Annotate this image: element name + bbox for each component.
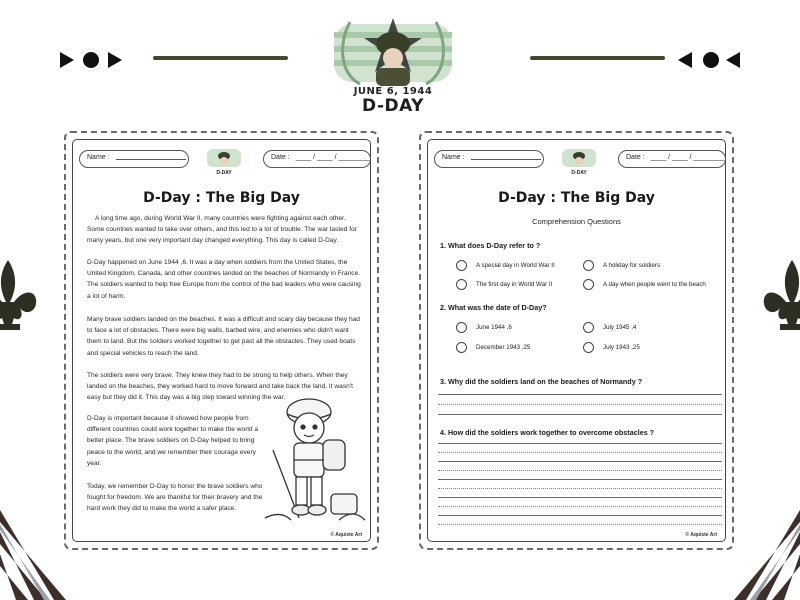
paragraph-4: The soldiers were very brave. They knew they had to be strong to help others. When they landed on the beaches, they worked hard to move forward and take back the land. It wasn't easy but they did it. This day was a big step toward winning the war. bbox=[87, 372, 353, 402]
q1-option-2-radio[interactable] bbox=[583, 260, 594, 271]
answer-line[interactable] bbox=[438, 452, 722, 453]
answer-line[interactable] bbox=[438, 506, 722, 507]
paragraph-6: Today, we remember D-Day to honor the brave soldiers who fought for freedom. We are thankful for their bravery and the hard work they did to make the world a safer place. bbox=[87, 483, 263, 513]
answer-line[interactable] bbox=[438, 414, 722, 415]
logo-title: D-DAY bbox=[362, 96, 424, 116]
q2-option-2-radio[interactable] bbox=[583, 322, 594, 333]
play-triangle-icon bbox=[678, 52, 692, 68]
worksheet-frame bbox=[427, 139, 726, 542]
q2-option-1-radio[interactable] bbox=[456, 322, 467, 333]
dot-icon bbox=[703, 52, 719, 68]
brand-name: Aquiste Art bbox=[335, 532, 362, 538]
paragraph-5: D-Day is important because it showed how people from different countries could work together to make the world a better place. The brave soldiers on D-Day helped to bring peace to the world, and we remember their courage every year. bbox=[87, 415, 259, 467]
answer-line[interactable] bbox=[438, 515, 722, 516]
soldier-logo-icon bbox=[561, 146, 597, 170]
worksheet-frame bbox=[72, 139, 371, 542]
corner-stripes-right bbox=[730, 500, 800, 600]
paragraph-2: D-Day happened on June 1944 ,6. It was a day when soldiers from the United States, the United Kingdom, Canada, and other countries landed on the beaches of Normandy in France. The soldiers wanted to help free Europe from the control of the bad leaders who were causing a lot of harm. bbox=[87, 259, 361, 300]
answer-line[interactable] bbox=[438, 443, 722, 444]
left-arrow-dots-ornament bbox=[58, 50, 126, 70]
right-arrow-dots-ornament bbox=[676, 50, 744, 70]
q1-option-4-label: A day when people went to the beach bbox=[603, 281, 706, 288]
play-triangle-icon bbox=[60, 52, 74, 68]
q1-option-4-radio[interactable] bbox=[583, 279, 594, 290]
logo-date: JUNE 6, 1944 bbox=[353, 86, 433, 97]
q2-option-3-radio[interactable] bbox=[456, 342, 467, 353]
answer-line[interactable] bbox=[438, 394, 722, 395]
answer-line[interactable] bbox=[438, 488, 722, 489]
q1-option-1-label: A special day in World War II bbox=[476, 262, 555, 269]
q2-option-1-label: June 1944 ,6 bbox=[476, 324, 512, 331]
copyright-icon: © bbox=[685, 532, 690, 538]
name-label: Name : bbox=[87, 154, 110, 161]
question-1: 1. What does D-Day refer to ? bbox=[440, 241, 541, 250]
name-label: Name : bbox=[442, 154, 465, 161]
date-field[interactable] bbox=[263, 150, 371, 168]
worksheet-subtitle: Comprehension Questions bbox=[532, 217, 621, 226]
answer-line[interactable] bbox=[438, 524, 722, 525]
mini-logo-text: D-DAY bbox=[571, 170, 587, 176]
reading-worksheet bbox=[64, 131, 379, 550]
worksheet-title: D-Day : The Big Day bbox=[498, 190, 655, 206]
brand-footer bbox=[330, 532, 362, 538]
copyright-icon: © bbox=[330, 532, 335, 538]
worksheet-title: D-Day : The Big Day bbox=[143, 190, 300, 206]
dday-logo bbox=[330, 14, 456, 116]
answer-line[interactable] bbox=[438, 461, 722, 462]
q1-option-3-radio[interactable] bbox=[456, 279, 467, 290]
header-divider-left bbox=[153, 56, 288, 60]
q1-option-2-label: A holiday for soldiers bbox=[603, 262, 661, 269]
question-3: 3. Why did the soldiers land on the beaches of Normandy ? bbox=[440, 377, 643, 386]
soldier-logo-icon bbox=[330, 14, 456, 94]
q1-option-3-label: The first day in World War II bbox=[476, 281, 553, 288]
q2-option-3-label: December 1943 ,25 bbox=[476, 344, 531, 351]
q2-option-2-label: July 1945 ,4 bbox=[603, 324, 637, 331]
soldier-logo-icon bbox=[206, 146, 242, 170]
answer-line[interactable] bbox=[438, 497, 722, 498]
cartoon-soldier-illustration bbox=[261, 390, 371, 530]
question-2: 2. What was the date of D-Day? bbox=[440, 303, 547, 312]
q2-option-4-radio[interactable] bbox=[583, 342, 594, 353]
date-field[interactable] bbox=[618, 150, 726, 168]
name-field[interactable] bbox=[434, 150, 544, 168]
name-blank bbox=[471, 159, 541, 160]
dot-icon bbox=[83, 52, 99, 68]
name-blank bbox=[116, 159, 186, 160]
answer-line[interactable] bbox=[438, 404, 722, 405]
q1-option-1-radio[interactable] bbox=[456, 260, 467, 271]
answer-line[interactable] bbox=[438, 470, 722, 471]
question-4: 4. How did the soldiers work together to overcome obstacles ? bbox=[440, 428, 655, 437]
play-triangle-icon bbox=[108, 52, 122, 68]
mini-logo-text: D-DAY bbox=[216, 170, 232, 176]
date-label: Date : bbox=[271, 154, 290, 161]
corner-stripes-left bbox=[0, 500, 70, 600]
brand-name: Aquiste Art bbox=[690, 532, 717, 538]
paragraph-3: Many brave soldiers landed on the beaches. It was a difficult and scary day because they had to face a lot of obstacles. There were big walls, barbed wire, and enemies who didn't want them to land. But the soldiers worked together to get past all the obstacles. They used boats and special vehicles to reach the land. bbox=[87, 316, 360, 357]
header-divider-right bbox=[530, 56, 665, 60]
date-label: Date : bbox=[626, 154, 645, 161]
date-blank: ____ / ____ / ________ bbox=[650, 154, 725, 161]
brand-footer bbox=[685, 532, 717, 538]
questions-worksheet bbox=[419, 131, 734, 550]
play-triangle-icon bbox=[726, 52, 740, 68]
q2-option-4-label: July 1943 ,25 bbox=[603, 344, 640, 351]
fleur-de-lis-icon bbox=[0, 258, 40, 344]
mini-dday-logo bbox=[206, 146, 242, 180]
date-blank: ____ / ____ / ________ bbox=[295, 154, 370, 161]
fleur-de-lis-icon bbox=[760, 258, 800, 344]
mini-dday-logo bbox=[561, 146, 597, 180]
paragraph-1: A long time ago, during World War II, many countries were fighting against each other. Some countries wanted to take over others, and this led to a lot of trouble. The war lasted for many years, but one very important day changed everything. This day is called D-Day. bbox=[87, 215, 358, 245]
name-field[interactable] bbox=[79, 150, 189, 168]
answer-line[interactable] bbox=[438, 479, 722, 480]
